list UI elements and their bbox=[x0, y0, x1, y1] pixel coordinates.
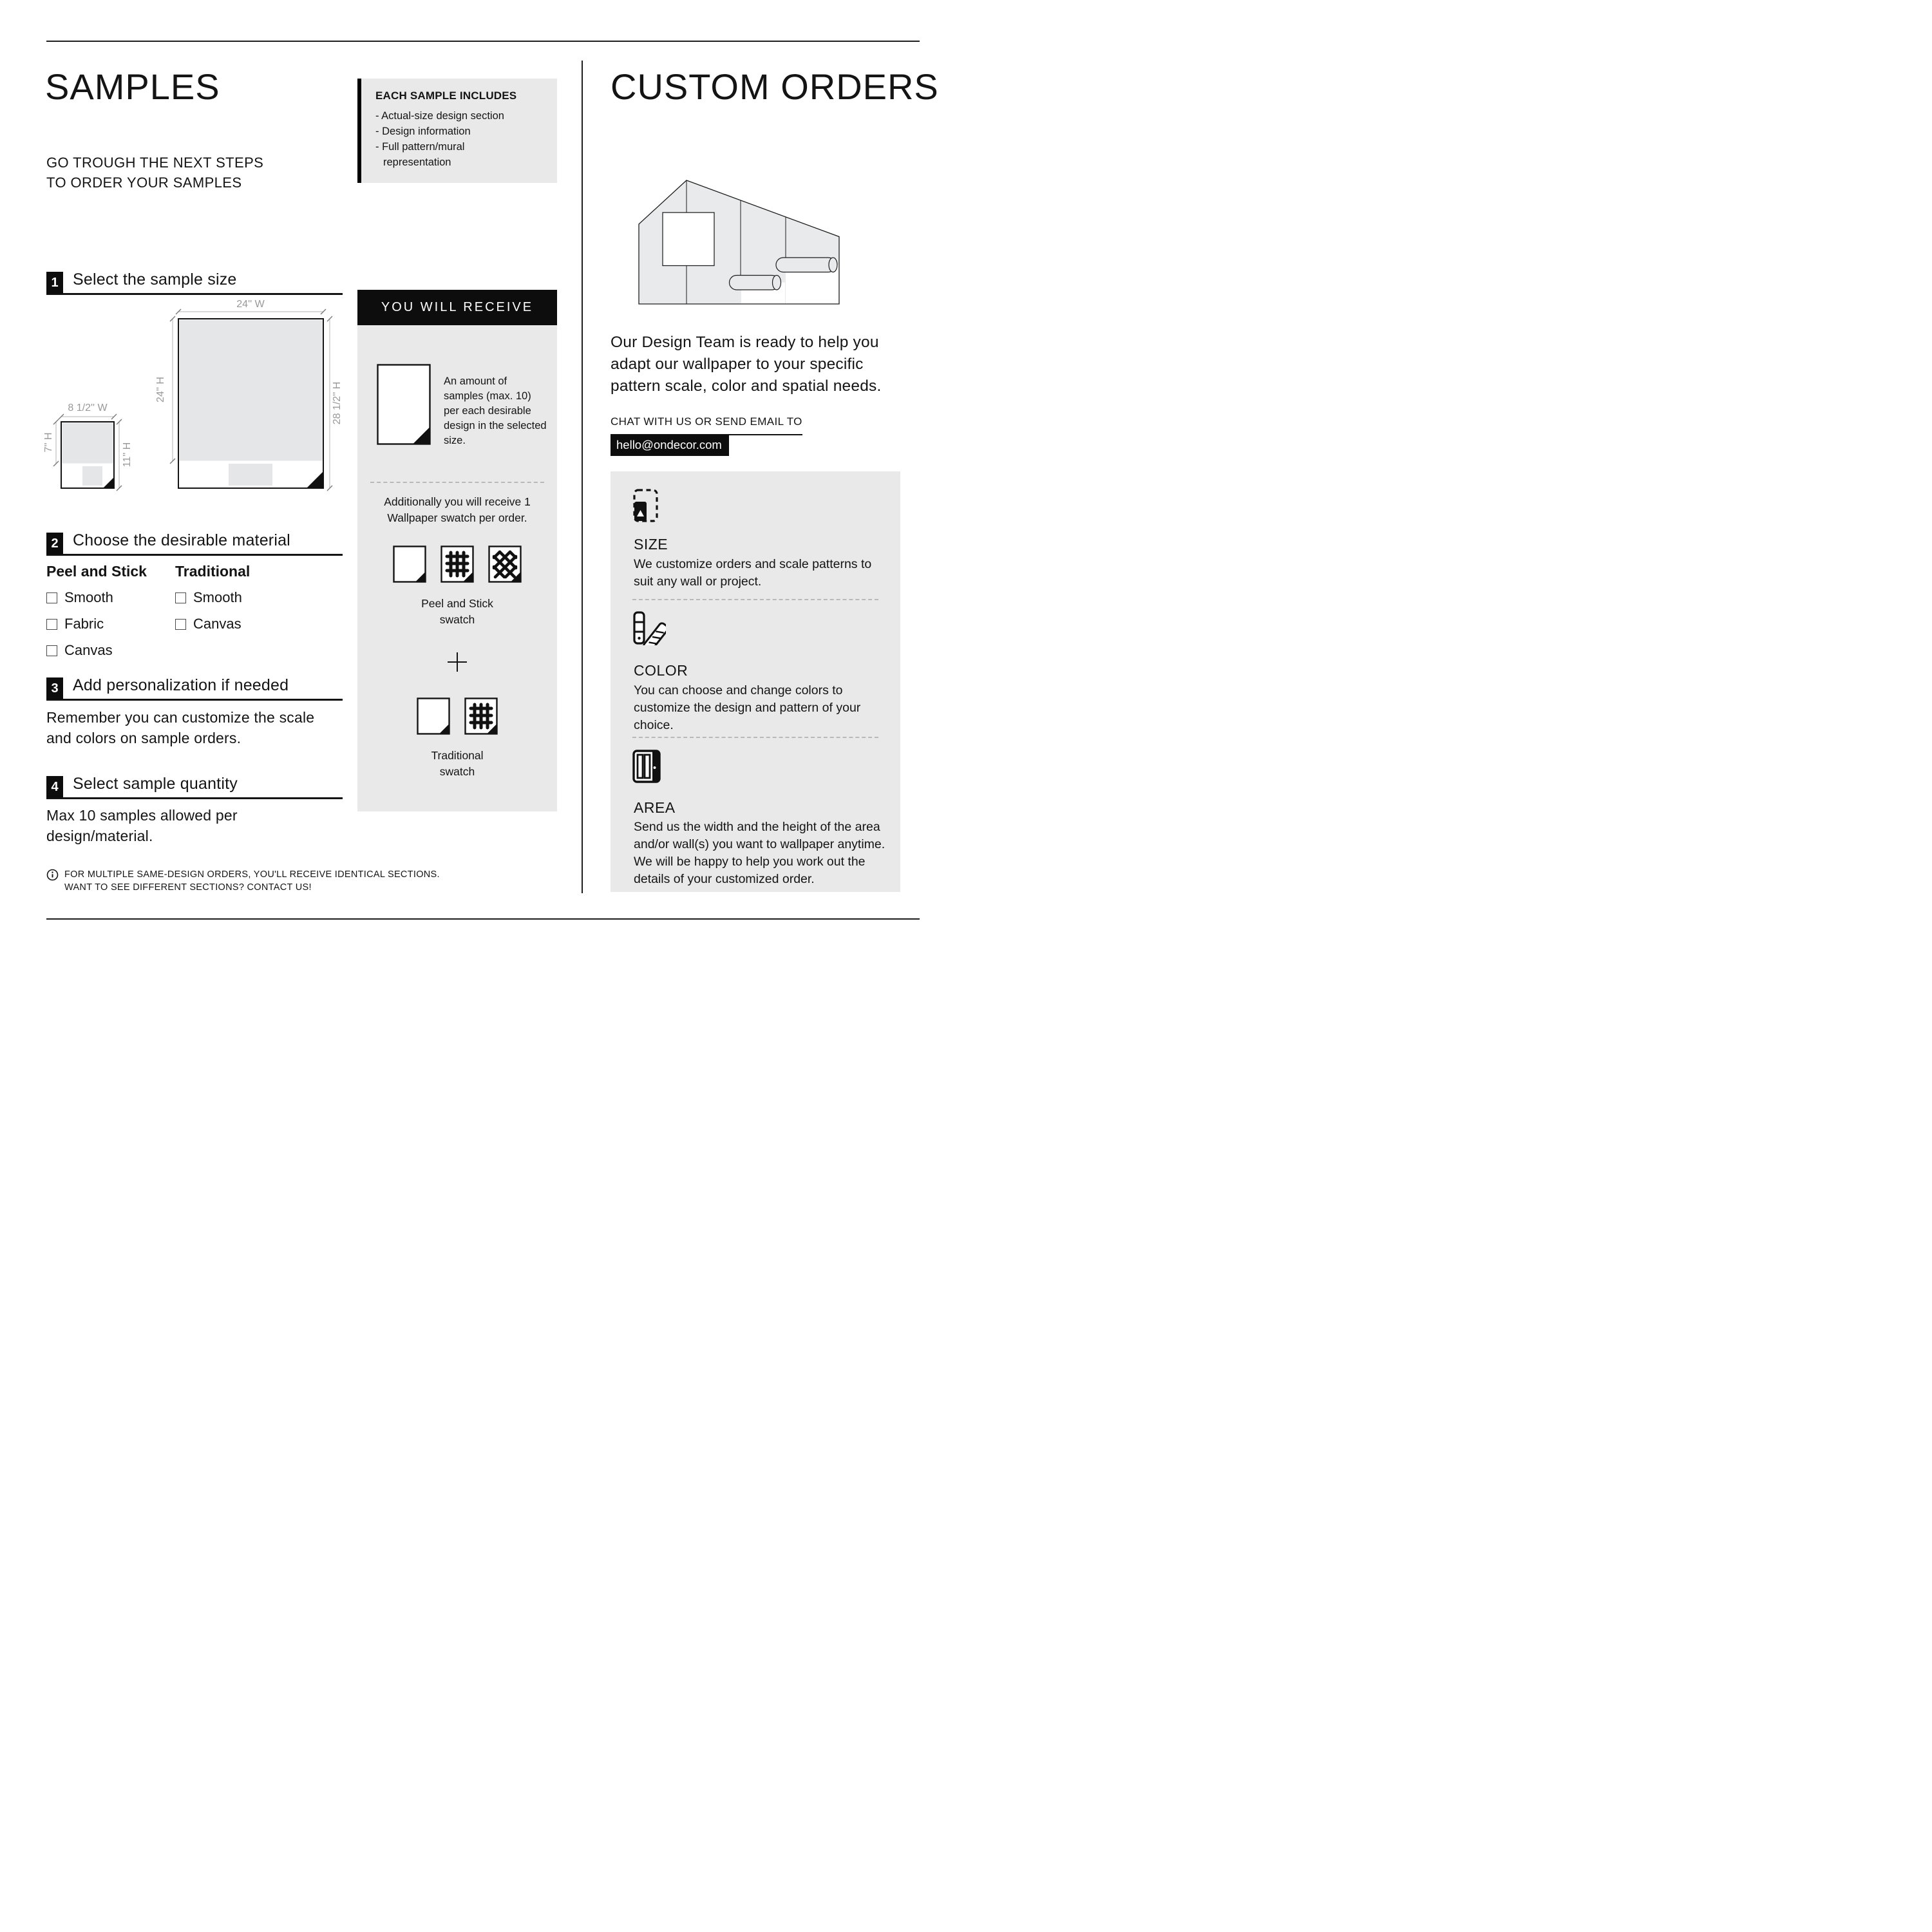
crosshatch-swatch-icon bbox=[488, 545, 522, 583]
step-3-title: Add personalization if needed bbox=[73, 676, 289, 694]
step-4-body: Max 10 samples allowed per design/material. bbox=[46, 807, 238, 844]
color-icon bbox=[632, 611, 666, 645]
each-sample-includes-box bbox=[357, 79, 557, 183]
blank-swatch-icon bbox=[393, 545, 426, 583]
option-label: Canvas bbox=[193, 616, 242, 632]
dim-label-24w: 24'' W bbox=[236, 299, 265, 310]
samples-custom-orders-sheet bbox=[0, 0, 966, 966]
dim-label-11h: 11'' H bbox=[122, 442, 133, 468]
size-title: SIZE bbox=[634, 536, 668, 553]
checkbox-icon[interactable] bbox=[175, 619, 186, 630]
step-4-header bbox=[46, 770, 343, 799]
peel-title: Peel and Stick bbox=[46, 563, 147, 580]
chat-label: CHAT WITH US OR SEND EMAIL TO bbox=[611, 415, 802, 435]
step-3-body: Remember you can customize the scale and colors on sample orders. bbox=[46, 709, 315, 746]
material-option-peel-fabric[interactable] bbox=[46, 616, 175, 632]
checkbox-icon[interactable] bbox=[46, 592, 57, 603]
sample-sheets-drawing bbox=[46, 303, 343, 496]
dashed-divider bbox=[370, 482, 544, 483]
checkbox-icon[interactable] bbox=[175, 592, 186, 603]
sample-sheet-icon bbox=[377, 364, 431, 445]
step-1-badge: 1 bbox=[46, 272, 63, 294]
samples-subtitle bbox=[46, 153, 263, 193]
receive-item-text: An amount of samples (max. 10) per each desirable design in the selected size. bbox=[444, 375, 547, 446]
design-team-intro: Our Design Team is ready to help you adapt our wallpaper to your specific pattern scale, color and spatial needs. bbox=[611, 334, 882, 395]
sample-size-diagram bbox=[43, 299, 343, 496]
step-2-header bbox=[46, 527, 343, 556]
size-icon bbox=[632, 488, 659, 523]
checkbox-icon[interactable] bbox=[46, 619, 57, 630]
material-option-trad-smooth[interactable] bbox=[175, 589, 250, 606]
material-option-peel-canvas[interactable] bbox=[46, 642, 175, 659]
traditional-swatch-row bbox=[357, 697, 557, 735]
includes-item: - Actual-size design section bbox=[375, 110, 504, 122]
chat-block bbox=[611, 415, 802, 456]
page-title: SAMPLES bbox=[45, 66, 220, 107]
plus-icon bbox=[448, 652, 467, 672]
dim-label-24h: 24'' H bbox=[155, 377, 166, 402]
samples-subtitle-line2: TO ORDER YOUR SAMPLES bbox=[46, 175, 242, 191]
area-title: AREA bbox=[634, 799, 676, 816]
peel-swatch-row bbox=[357, 545, 557, 583]
info-note bbox=[46, 868, 446, 894]
dashed-divider bbox=[632, 737, 878, 738]
additional-text: Additionally you will receive 1 Wallpaper swatch per order. bbox=[384, 495, 531, 524]
includes-item: - Design information bbox=[375, 126, 471, 137]
includes-title: EACH SAMPLE INCLUDES bbox=[375, 90, 517, 102]
email-badge[interactable]: hello@ondecor.com bbox=[611, 435, 729, 456]
info-icon bbox=[46, 869, 59, 881]
traditional-swatch-label: Traditional swatch bbox=[431, 749, 484, 778]
house-illustration bbox=[634, 161, 847, 310]
info-note-text: FOR MULTIPLE SAME-DESIGN ORDERS, YOU'LL RECEIVE IDENTICAL SECTIONS. WANT TO SEE DIFFERENT SECTIONS? CONTACT US! bbox=[64, 869, 440, 893]
samples-subtitle-line1: GO TROUGH THE NEXT STEPS bbox=[46, 155, 264, 171]
includes-item: - Full pattern/mural representation bbox=[375, 141, 465, 168]
step-2-title: Choose the desirable material bbox=[73, 531, 290, 549]
custom-options-box bbox=[611, 471, 900, 892]
step-1-header bbox=[46, 266, 343, 295]
bottom-rule bbox=[46, 918, 920, 920]
peel-and-stick-column bbox=[46, 563, 175, 668]
grid-swatch-icon bbox=[464, 697, 498, 735]
you-will-receive-panel bbox=[357, 325, 557, 811]
you-will-receive-banner: YOU WILL RECEIVE bbox=[357, 290, 557, 325]
dim-label-7h: 7'' H bbox=[43, 432, 54, 453]
materials-block bbox=[46, 563, 343, 668]
size-body: We customize orders and scale patterns to suit any wall or project. bbox=[634, 557, 872, 589]
color-body: You can choose and change colors to customize the design and pattern of your choice. bbox=[634, 683, 861, 732]
peel-swatch-label: Peel and Stick swatch bbox=[421, 597, 493, 626]
material-option-peel-smooth[interactable] bbox=[46, 589, 175, 606]
area-body: Send us the width and the height of the area and/or wall(s) you want to wallpaper anytime. We will be happy to help you work out the details of your customized order. bbox=[634, 820, 886, 886]
option-label: Smooth bbox=[193, 589, 242, 605]
column-divider bbox=[582, 61, 583, 893]
grid-swatch-icon bbox=[440, 545, 474, 583]
step-3-badge: 3 bbox=[46, 677, 63, 699]
custom-orders-title: CUSTOM ORDERS bbox=[611, 66, 939, 107]
traditional-title: Traditional bbox=[175, 563, 251, 580]
step-4-title: Select sample quantity bbox=[73, 774, 238, 793]
color-title: COLOR bbox=[634, 662, 688, 679]
material-option-trad-canvas[interactable] bbox=[175, 616, 250, 632]
step-4-badge: 4 bbox=[46, 776, 63, 798]
dashed-divider bbox=[632, 599, 878, 600]
dim-label-28h: 28 1/2'' H bbox=[332, 381, 343, 425]
top-rule bbox=[46, 41, 920, 42]
blank-swatch-icon bbox=[417, 697, 450, 735]
dim-label-85w: 8 1/2'' W bbox=[68, 402, 108, 413]
option-label: Canvas bbox=[64, 642, 113, 658]
checkbox-icon[interactable] bbox=[46, 645, 57, 656]
step-3-header bbox=[46, 672, 343, 701]
step-1-title: Select the sample size bbox=[73, 270, 237, 289]
option-label: Smooth bbox=[64, 589, 113, 605]
step-2-badge: 2 bbox=[46, 533, 63, 554]
option-label: Fabric bbox=[64, 616, 104, 632]
traditional-column bbox=[175, 563, 250, 668]
area-icon bbox=[632, 750, 661, 783]
